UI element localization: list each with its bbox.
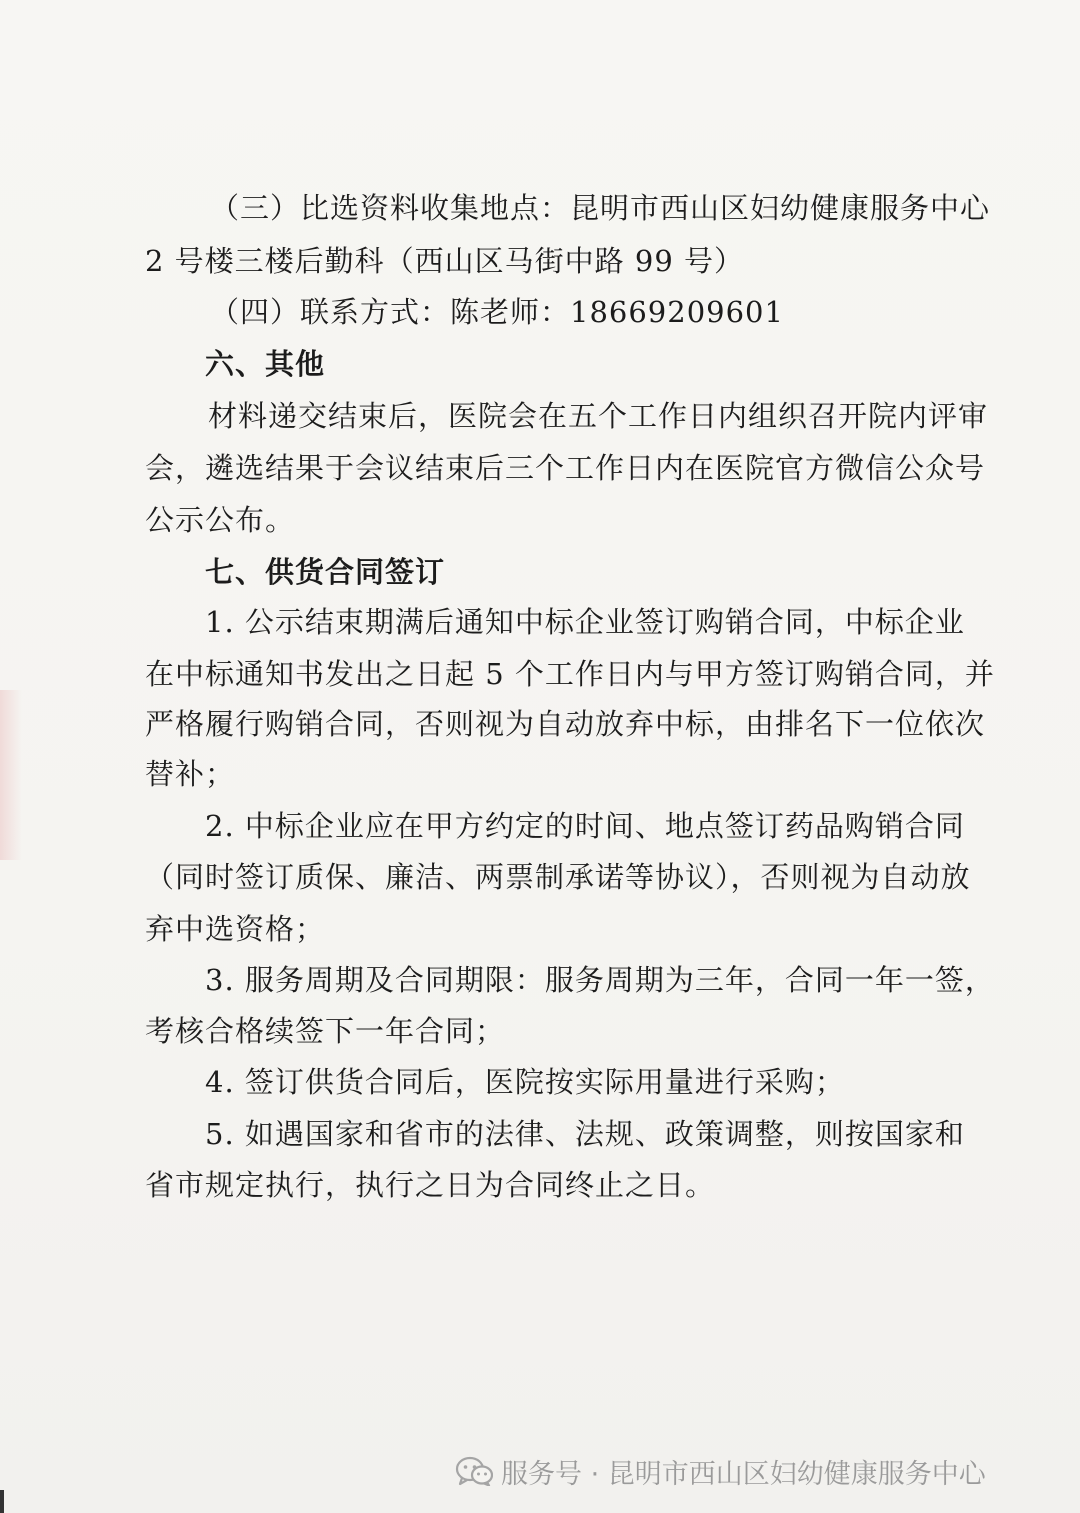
text-line: 弃中选资格；: [145, 912, 326, 946]
text-line: 考核合格续签下一年合同；: [145, 1014, 506, 1048]
footer-text: 服务号 · 昆明市西山区妇幼健康服务中心: [501, 1458, 986, 1490]
page-edge-mark: [0, 1490, 4, 1513]
text-line: 省市规定执行，执行之日为合同终止之日。: [145, 1168, 716, 1202]
section-heading: 六、其他: [205, 347, 326, 381]
text-line: 2 号楼三楼后勤科（西山区马街中路 99 号）: [145, 244, 745, 278]
text-line: 会，遴选结果于会议结束后三个工作日内在医院官方微信公众号: [145, 451, 986, 485]
text-line: 严格履行购销合同，否则视为自动放弃中标，由排名下一位依次: [145, 707, 986, 741]
section-heading: 七、供货合同签订: [205, 555, 446, 589]
text-line: （同时签订质保、廉洁、两票制承诺等协议），否则视为自动放: [145, 860, 971, 894]
watermark-footer: [455, 1451, 986, 1491]
text-line: （三）比选资料收集地点：昆明市西山区妇幼健康服务中心: [210, 191, 991, 225]
stamp-residue: [0, 690, 22, 860]
text-line: 在中标通知书发出之日起 5 个工作日内与甲方签订购销合同，并: [145, 657, 995, 691]
wechat-icon: [455, 1456, 493, 1486]
text-line: 替补；: [145, 757, 236, 791]
text-line: （四）联系方式：陈老师：18669209601: [210, 295, 784, 329]
text-line: 2. 中标企业应在甲方约定的时间、地点签订药品购销合同: [205, 809, 965, 843]
text-line: 材料递交结束后，医院会在五个工作日内组织召开院内评审: [208, 399, 989, 433]
text-line: 3. 服务周期及合同期限：服务周期为三年，合同一年一签，: [205, 963, 995, 997]
text-line: 1. 公示结束期满后通知中标企业签订购销合同，中标企业: [205, 605, 965, 639]
text-line: 4. 签订供货合同后，医院按实际用量进行采购；: [205, 1065, 845, 1099]
text-line: 5. 如遇国家和省市的法律、法规、政策调整，则按国家和: [205, 1117, 965, 1151]
text-line: 公示公布。: [145, 503, 296, 537]
